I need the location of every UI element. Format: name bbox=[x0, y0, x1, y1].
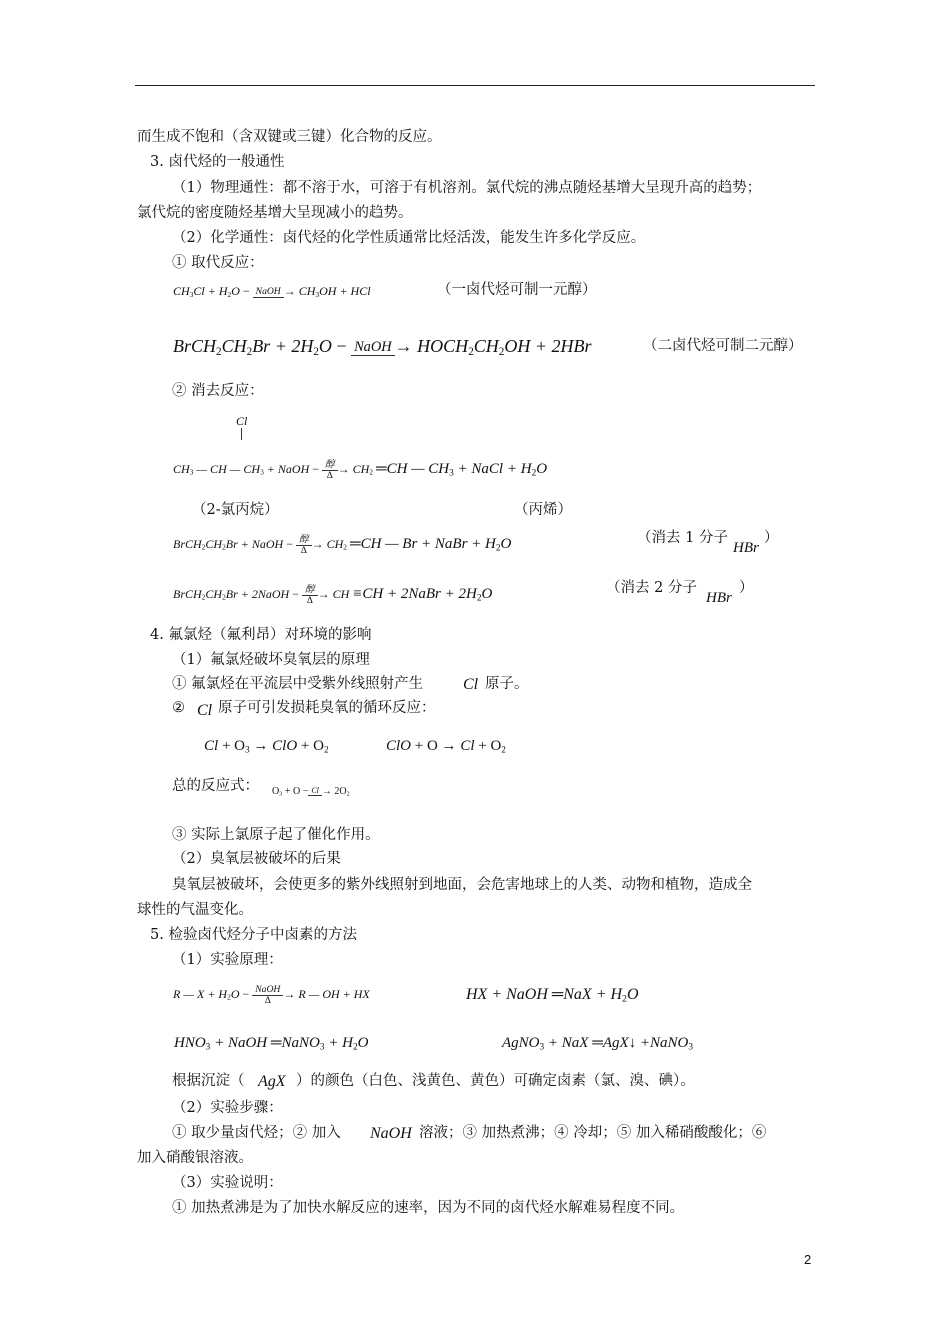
text-line: 氯代烷的密度随烃基增大呈现减小的趋势。 bbox=[137, 205, 413, 221]
equation-hydrolysis-2: $BrCH_2CH_2Br + 2H_2O$ − NaOH → $HOCH_2CH_2OH + 2HBr$ bbox=[173, 336, 592, 358]
page-number: 2 bbox=[804, 1252, 812, 1267]
text-line: 原子。 bbox=[485, 676, 529, 692]
text-line: ③ 实际上氯原子起了催化作用。 bbox=[172, 827, 380, 843]
text-line: （1）物理通性：都不溶于水，可溶于有机溶剂。氯代烷的沸点随烃基增大呈现升高的趋势； bbox=[172, 180, 762, 196]
text-line: （2）实验步骤： bbox=[172, 1100, 283, 1116]
equation-ozone-total: $O_3 + O$ − Cl → $2O_2$ bbox=[272, 786, 350, 798]
text-line: ② bbox=[172, 700, 185, 716]
text-line: （2）臭氧层被破坏的后果 bbox=[172, 851, 341, 867]
equation-principle-2: HX + NaOH ═NaX + $H_2O$ bbox=[466, 986, 639, 1005]
text-line: 根据沉淀（ bbox=[172, 1073, 245, 1089]
equation-principle-4: AgNO$_3$ + NaX ═AgX↓ +NaNO$_3$ bbox=[502, 1035, 694, 1053]
note: （消去 2 分子 bbox=[606, 580, 697, 596]
formula-naoh: NaOH bbox=[370, 1125, 412, 1142]
section-heading: 5. 检验卤代烃分子中卤素的方法 bbox=[150, 927, 357, 943]
section-heading: 3. 卤代烃的一般通性 bbox=[150, 154, 285, 170]
text-line: 而生成不饱和（含双键或三键）化合物的反应。 bbox=[137, 129, 442, 145]
text-line: （3）实验说明： bbox=[172, 1175, 283, 1191]
note: （一卤代烃可制一元醇） bbox=[437, 282, 597, 298]
note: （二卤代烃可制二元醇） bbox=[643, 338, 803, 354]
equation-principle-1: R — $X + H_2O$ − NaOH Δ → R — OH + HX bbox=[173, 984, 370, 1006]
compound-name: （丙烯） bbox=[514, 502, 572, 518]
formula-agx: AgX bbox=[258, 1073, 286, 1090]
text-line: ① 加热煮沸是为了加快水解反应的速率，因为不同的卤代烃水解难易程度不同。 bbox=[172, 1200, 685, 1216]
text-line: 溶液；③ 加热煮沸；④ 冷却；⑤ 加入稀硝酸酸化；⑥ bbox=[419, 1125, 767, 1141]
bond-line bbox=[241, 428, 242, 440]
note: ） bbox=[764, 530, 779, 546]
equation-principle-3: $HNO_3$ + NaOH ═NaNO$_3$ + $H_2O$ bbox=[174, 1035, 369, 1053]
equation-hydrolysis-1: $CH_3Cl + H_2O$ − NaOH → $CH_3OH$ + HCl bbox=[173, 284, 371, 299]
formula-cl: Cl bbox=[463, 676, 479, 693]
section-heading: 4. 氟氯烃（氟利昂）对环境的影响 bbox=[150, 627, 372, 643]
text-line: 加入硝酸银溶液。 bbox=[137, 1150, 253, 1166]
text-line: 臭氧层被破坏，会使更多的紫外线照射到地面，会危害地球上的人类、动物和植物，造成全 bbox=[172, 877, 752, 893]
equation-elimination-2: $BrCH_2CH_2Br$ + NaOH − 醇 Δ → $CH_2$ ═CH — Br + NaBr + $H_2O$ bbox=[173, 534, 512, 556]
formula-cl: Cl bbox=[197, 702, 213, 719]
text-line: ① 氟氯烃在平流层中受紫外线照射产生 bbox=[172, 676, 424, 692]
text-line: ② 消去反应： bbox=[172, 383, 264, 399]
equation-ozone-2: ClO + $O \to Cl + O_2$ bbox=[386, 738, 506, 756]
equation-elimination-3: $BrCH_2CH_2Br$ + 2NaOH − 醇 Δ → CH ≡CH + 2NaBr + $2H_2O$ bbox=[173, 584, 493, 606]
text-line: （1）实验原理： bbox=[172, 952, 283, 968]
text-line: ① 取代反应： bbox=[172, 255, 264, 271]
formula-hbr: HBr bbox=[733, 540, 759, 556]
note: ） bbox=[739, 580, 754, 596]
text-line: ① 取少量卤代烃；② 加入 bbox=[172, 1125, 341, 1141]
equation-elimination-1: $CH_3$ — CH — $CH_3$ + NaOH − 醇 Δ → $CH_2$ ═CH — $CH_3$ + NaCl + $H_2O$ bbox=[173, 459, 548, 481]
text-line: （1）氟氯烃破坏臭氧层的原理 bbox=[172, 652, 370, 668]
equation-ozone-1: $Cl + O_3$ → ClO + $O_2$ bbox=[204, 738, 329, 756]
text-line: 球性的气温变化。 bbox=[137, 902, 253, 918]
text-line: （2）化学通性：卤代烃的化学性质通常比烃活泼，能发生许多化学反应。 bbox=[172, 230, 646, 246]
header-rule bbox=[135, 85, 815, 86]
chlorine-substituent: Cl bbox=[236, 414, 248, 428]
compound-name: （2-氯丙烷） bbox=[192, 502, 279, 518]
note: （消去 1 分子 bbox=[637, 530, 728, 546]
text-line: 总的反应式： bbox=[172, 778, 259, 794]
text-line: 原子可引发损耗臭氧的循环反应： bbox=[218, 700, 436, 716]
formula-hbr: HBr bbox=[706, 590, 732, 606]
text-line: ）的颜色（白色、浅黄色、黄色）可确定卤素（氯、溴、碘）。 bbox=[296, 1073, 695, 1089]
